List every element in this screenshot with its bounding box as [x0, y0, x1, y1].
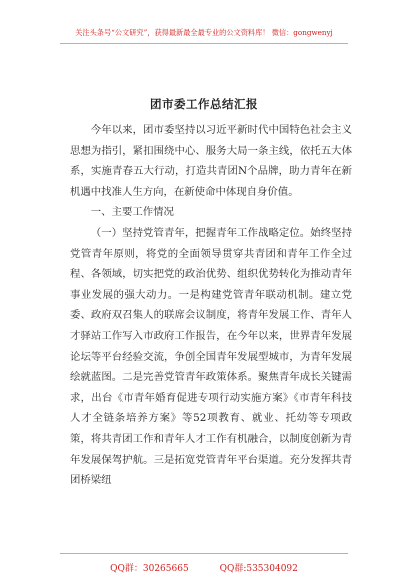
- header-banner: 关注头条号“公文研究”，获得最新最全最专业的公文资料库！ 微信：gongwenyj: [75, 28, 333, 37]
- document-title: 团市委工作总结汇报: [150, 97, 258, 111]
- qq-group-1: QQ群：30265665: [110, 564, 189, 574]
- document-body: [70, 120, 352, 491]
- qq-group-2: QQ群:535304092: [219, 564, 298, 574]
- intro-paragraph: 今年以来，团市委坚持以习近平新时代中国特色社会主义思想为指引，紧扣围绕中心、服务大局一条主线，依托五大体系，实施青春五大行动，打造共青团N个品牌，助力青年在新机遇中找准人生方向，在新使命中体现自身价值。: [70, 124, 352, 198]
- header-divider: [60, 43, 348, 44]
- footer-divider: [60, 553, 348, 554]
- section-heading: 一、主要工作情况: [90, 206, 174, 219]
- footer: [0, 561, 408, 574]
- section-paragraph: （一）坚持党管青年，把握青年工作战略定位。始终坚持党管青年原则，将党的全面领导贯穿共青团和青年工作全过程、各领域，切实把党的政治优势、组织优势转化为推动青年事业发展的强大动力。一是构建党管青年联动机制。建立党委、政府双召集人的联席会议制度，将青年发展工作、青年人才驿站工作写入市政府工作报告，在今年以来，世界青年发展论坛等平台经验交流，争创全国青年发展型城市，为青年发展绘就蓝图。二是完善党管青年政策体系。聚焦青年成长关键需求，出台《市青年婚育促进专项行动实施方案》《市青年科技人才全链条培养方案》等52项教育、就业、托幼等专项政策，将共青团工作和青年人才工作有机融合，以制度创新为青年发展保驾护航。三是拓宽党管青年平台渠道。充分发挥共青团桥梁纽: [70, 226, 352, 487]
